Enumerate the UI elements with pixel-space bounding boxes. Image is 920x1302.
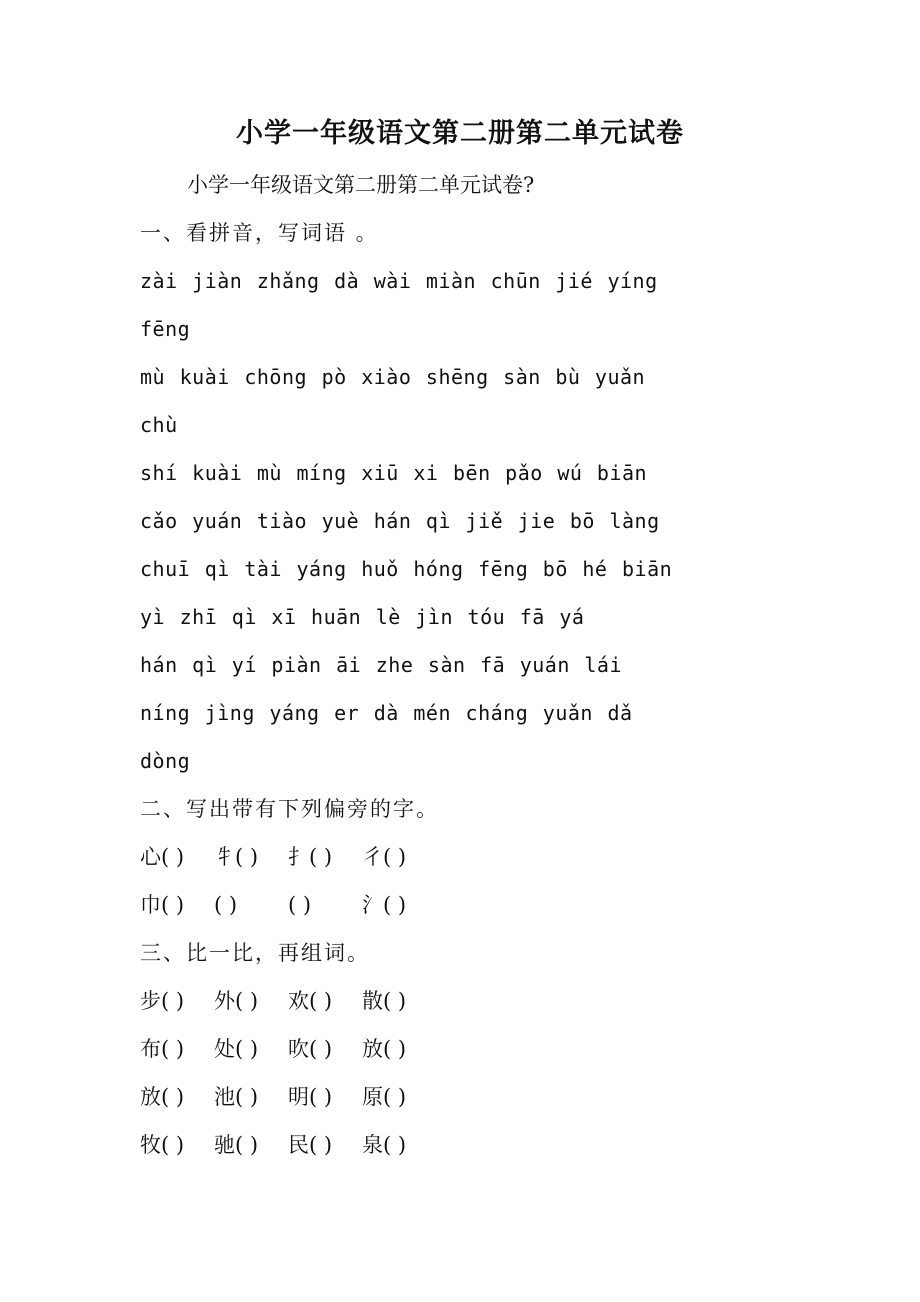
section-1-heading: 一、看拼音，写词语 。 — [140, 221, 379, 245]
document-title: 小学一年级语文第二册第二单元试卷 — [236, 118, 684, 149]
section-2-heading: 二、写出带有下列偏旁的字。 — [140, 797, 439, 821]
compare-item: 放( ) — [140, 1085, 185, 1109]
pinyin-line: hán qì yí piàn āi zhe sàn fā yuán lái — [140, 653, 623, 677]
pinyin-line: chuī qì tài yáng huǒ hóng fēng bō hé biān — [140, 557, 673, 581]
radical-item: 心( ) — [140, 845, 185, 869]
pinyin-line: yì zhī qì xī huān lè jìn tóu fā yá — [140, 605, 585, 629]
section-3-heading: 三、比一比，再组词。 — [140, 941, 370, 965]
compare-item: 牧( ) — [140, 1133, 185, 1157]
pinyin-line: fēng — [140, 317, 191, 341]
radical-item: 扌( ) — [288, 845, 333, 869]
pinyin-line: dòng — [140, 749, 191, 773]
pinyin-line: zài jiàn zhǎng dà wài miàn chūn jié yíng — [140, 269, 658, 293]
pinyin-line: chù — [140, 413, 178, 437]
pinyin-line: shí kuài mù míng xiū xi bēn pǎo wú biān — [140, 461, 648, 485]
radical-row — [140, 842, 436, 872]
compare-item: 民( ) — [288, 1133, 333, 1157]
radical-item: 牜( ) — [214, 845, 259, 869]
compare-row — [140, 1082, 436, 1112]
compare-item: 明( ) — [288, 1085, 333, 1109]
compare-item: 步( ) — [140, 989, 185, 1013]
radical-item: 巾( ) — [140, 893, 185, 917]
pinyin-line: níng jìng yáng er dà mén cháng yuǎn dǎ — [140, 701, 633, 725]
radical-item: 彳( ) — [362, 845, 407, 869]
compare-item: 布( ) — [140, 1037, 185, 1061]
compare-item: 吹( ) — [288, 1037, 333, 1061]
radical-row — [140, 890, 436, 920]
compare-row — [140, 986, 436, 1016]
compare-item: 放( ) — [362, 1037, 407, 1061]
document-subtitle: 小学一年级语文第二册第二单元试卷? — [187, 173, 535, 197]
radical-item: ( ) — [214, 893, 238, 917]
compare-item: 池( ) — [214, 1085, 259, 1109]
compare-row — [140, 1034, 436, 1064]
pinyin-line: mù kuài chōng pò xiào shēng sàn bù yuǎn — [140, 365, 646, 389]
compare-item: 泉( ) — [362, 1133, 407, 1157]
compare-item: 驰( ) — [214, 1133, 259, 1157]
radical-item: 氵( ) — [362, 893, 407, 917]
compare-item: 欢( ) — [288, 989, 333, 1013]
compare-item: 原( ) — [362, 1085, 407, 1109]
compare-item: 散( ) — [362, 989, 407, 1013]
radical-item: ( ) — [288, 893, 312, 917]
compare-item: 处( ) — [214, 1037, 259, 1061]
compare-item: 外( ) — [214, 989, 259, 1013]
pinyin-line: cǎo yuán tiào yuè hán qì jiě jie bō làng — [140, 509, 660, 533]
compare-row — [140, 1130, 436, 1160]
